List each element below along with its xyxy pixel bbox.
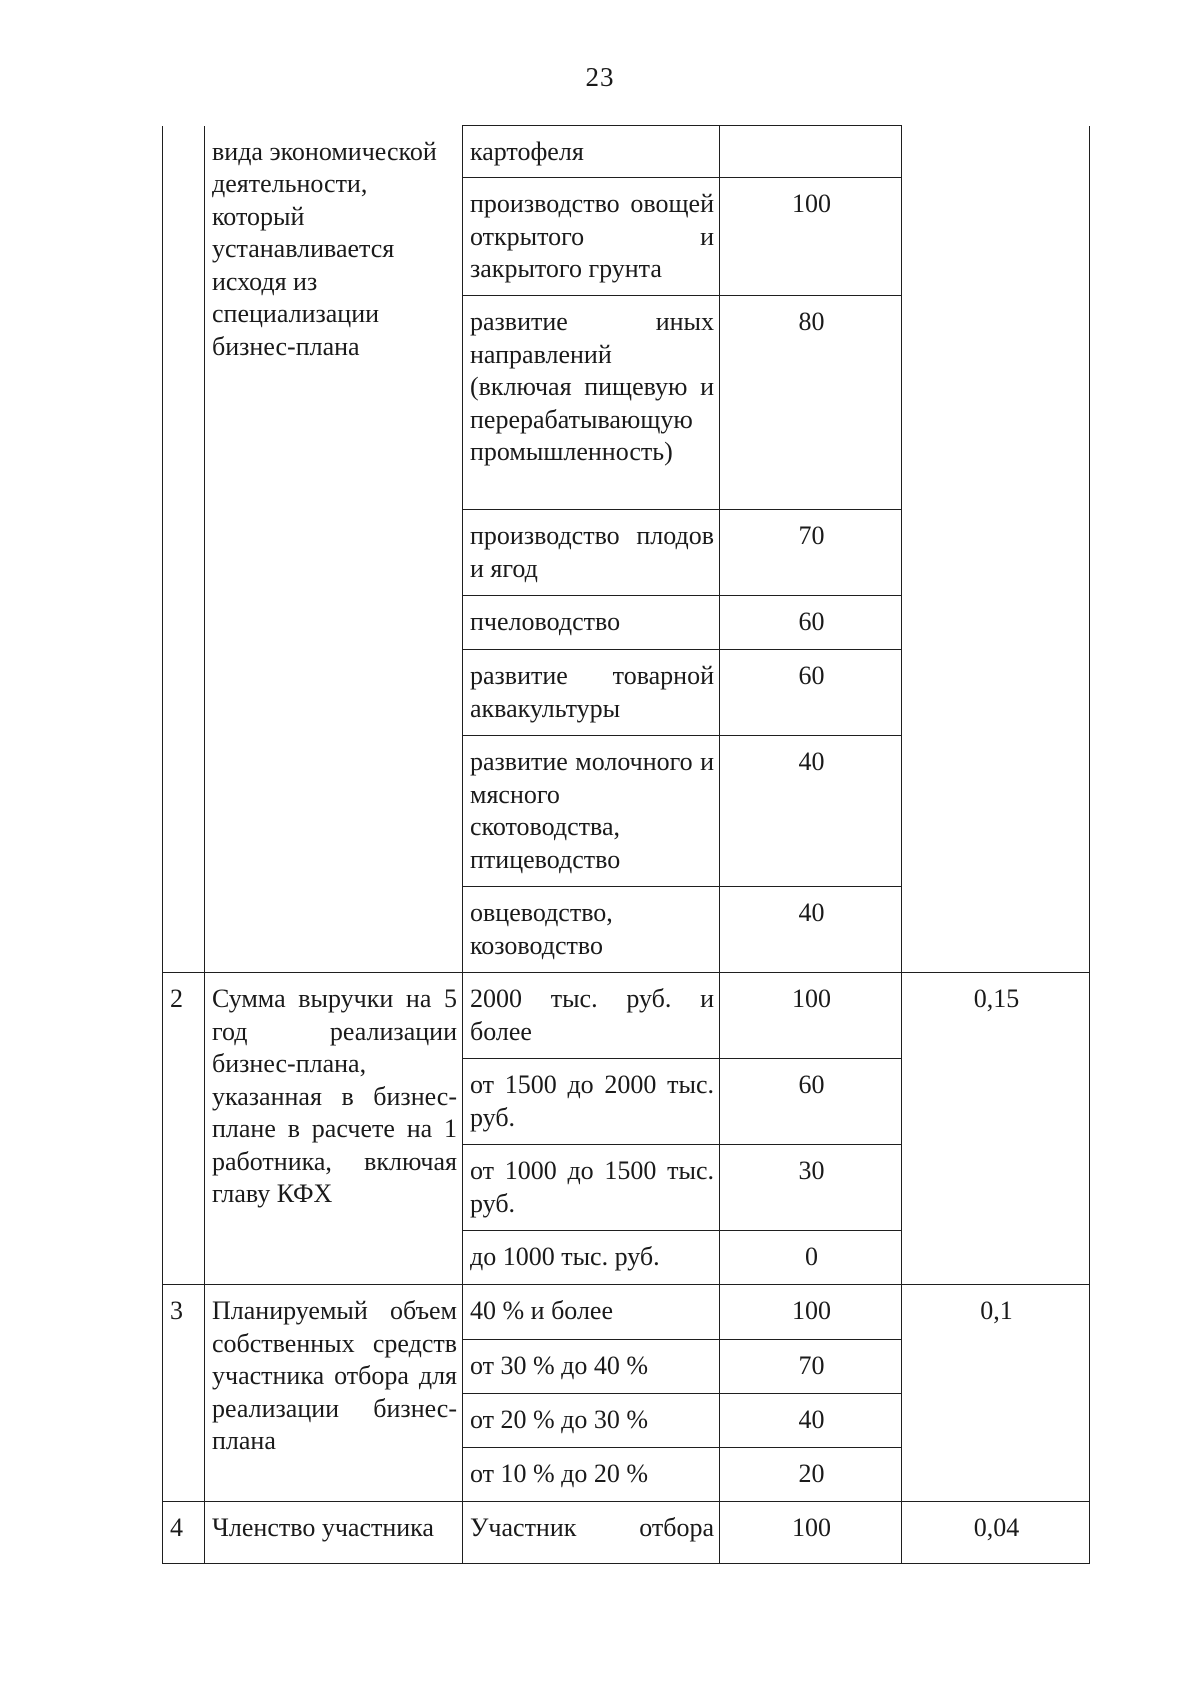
table-row xyxy=(163,1285,1090,1340)
criterion-text: вида экономической деятельности, который устанавливается исходя из специализации бизнес-плана xyxy=(212,136,437,361)
table-row xyxy=(163,973,1090,1059)
option-value: развитие молочного и мясного скотоводства, птицеводство xyxy=(463,736,720,887)
option-value: от 1000 до 1500 тыс. руб. xyxy=(463,1145,720,1231)
criterion-text: Сумма выручки на 5 год реализации бизнес-плана, указанная в бизнес-плане в расчете на 1 работника, включая главу КФХ xyxy=(205,973,463,1285)
option-score xyxy=(720,126,902,178)
option-score: 100 xyxy=(720,1285,902,1340)
row-number: 3 xyxy=(163,1285,205,1502)
row-number: 4 xyxy=(163,1502,205,1564)
option-value: картофеля xyxy=(463,126,720,178)
criterion-text: Планируемый объем собственных средств участника отбора для реализации бизнес-плана xyxy=(205,1285,463,1502)
option-score: 40 xyxy=(720,1394,902,1448)
option-score: 20 xyxy=(720,1448,902,1502)
option-value: Участник отбора xyxy=(470,1513,714,1542)
option-value xyxy=(463,1502,720,1564)
option-value: 2000 тыс. руб. и более xyxy=(463,973,720,1059)
option-value: производство овощей открытого и закрытого грунта xyxy=(463,178,720,296)
option-score: 60 xyxy=(720,1059,902,1145)
option-value: до 1000 тыс. руб. xyxy=(463,1231,720,1285)
option-score: 40 xyxy=(720,736,902,887)
option-value: 40 % и более xyxy=(463,1285,720,1340)
option-score: 30 xyxy=(720,1145,902,1231)
option-score: 100 xyxy=(720,1502,902,1564)
option-score: 100 xyxy=(720,178,902,296)
option-value: овцеводство, козоводство xyxy=(463,887,720,973)
option-value: пчеловодство xyxy=(463,596,720,650)
criterion-weight: 0,04 xyxy=(902,1502,1090,1564)
option-score: 70 xyxy=(720,510,902,596)
option-score: 40 xyxy=(720,887,902,973)
option-value: от 10 % до 20 % xyxy=(463,1448,720,1502)
criterion-weight: 0,15 xyxy=(902,973,1090,1285)
option-value: развитие иных направлений (включая пищевую и перерабатывающую промышленность) xyxy=(463,296,720,510)
option-value: развитие товарной аквакультуры xyxy=(463,650,720,736)
option-value: от 30 % до 40 % xyxy=(463,1340,720,1394)
row-number xyxy=(163,126,205,973)
criterion-weight: 0,1 xyxy=(902,1285,1090,1502)
option-value: производство плодов и ягод xyxy=(463,510,720,596)
criteria-table xyxy=(162,125,1090,1564)
criterion-weight xyxy=(902,126,1090,973)
option-score: 60 xyxy=(720,650,902,736)
option-value: от 20 % до 30 % xyxy=(463,1394,720,1448)
option-value: от 1500 до 2000 тыс. руб. xyxy=(463,1059,720,1145)
criterion-text: Членство участника xyxy=(205,1502,463,1564)
table-row xyxy=(163,1502,1090,1564)
option-score: 60 xyxy=(720,596,902,650)
page-number: 23 xyxy=(585,62,615,92)
option-score: 70 xyxy=(720,1340,902,1394)
criterion-text xyxy=(205,126,463,973)
table-row xyxy=(163,126,1090,178)
option-score: 100 xyxy=(720,973,902,1059)
option-score: 0 xyxy=(720,1231,902,1285)
option-score: 80 xyxy=(720,296,902,510)
row-number: 2 xyxy=(163,973,205,1285)
